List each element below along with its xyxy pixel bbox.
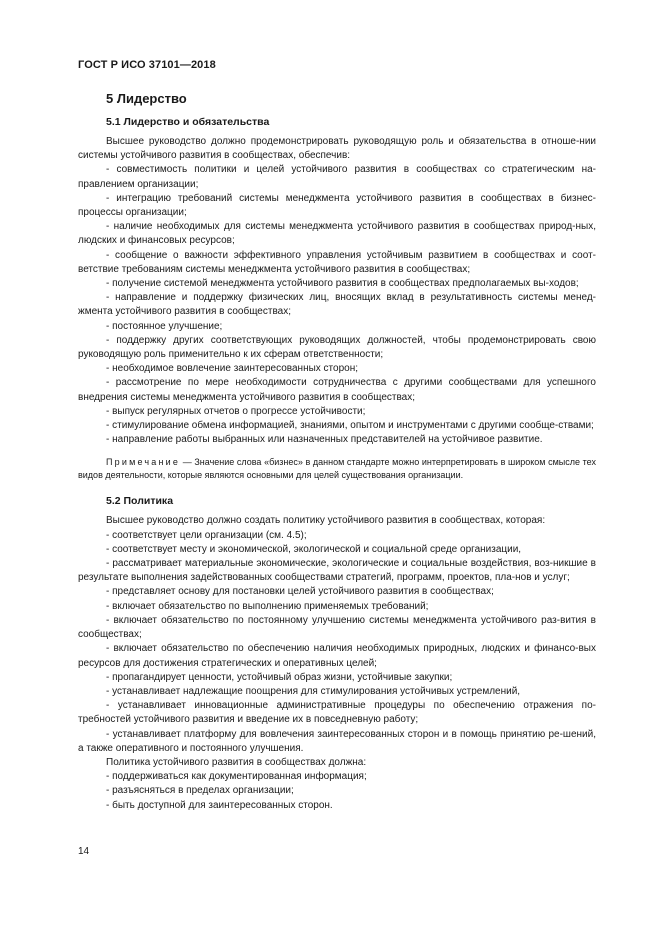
list-item: - поддерживаться как документированная информация;	[106, 771, 367, 783]
list-item: - соответствует месту и экономической, экологической и социальной среде организации,	[106, 543, 522, 555]
list-item: - соответствует цели организации (см. 4.5);	[106, 529, 307, 541]
list-item: - включает обязательство по обеспечению наличия необходимых природных, людских и финансо-вых ресурсов для достижения стратегических и оперативных целей;	[78, 643, 596, 669]
policy-intro: Политика устойчивого развития в сообществах должна:	[106, 756, 367, 768]
list-item: - совместимость политики и целей устойчивого развития в сообществах со стратегическим на-правлением организации;	[78, 164, 596, 190]
list-item: - включает обязательство по постоянному улучшению системы менеджмента устойчивого раз-вития в сообществах;	[78, 614, 596, 641]
page-content	[78, 89, 596, 813]
list-item: - получение системой менеджмента устойчивого развития в сообществах предполагаемых вы-ходов;	[106, 278, 579, 290]
list-item: - поддержку других соответствующих руководящих должностей, чтобы продемонстрировать свою руководящую роль применительно к их сферам ответственности;	[78, 334, 596, 361]
page-number: 14	[78, 846, 90, 857]
standard-header: ГОСТ Р ИСО 37101—2018	[78, 59, 216, 71]
list-item: - наличие необходимых для системы менеджмента устойчивого развития в сообществах природ-ных, людских и финансовых ресурсов;	[78, 221, 596, 247]
list-item: - сообщение о важности эффективного управления устойчивым развитием в сообществах и соот-ветствие требованиям системы менеджмента устойчивого развития в сообществах;	[78, 249, 596, 275]
list-item: - представляет основу для постановки целей устойчивого развития в сообществах;	[106, 586, 494, 598]
section-5-1-title: 5.1 Лидерство и обязательства	[106, 116, 270, 128]
section-5-title: 5 Лидерство	[106, 91, 187, 106]
note-text: — Значение слова «бизнес» в данном стандарте можно интерпретировать в широком смысле тех видов деятельности, которые являются основными для целей существования организации.	[78, 457, 596, 481]
list-item: - интеграцию требований системы менеджмента устойчивого развития в сообществах в бизнес-процессы организации;	[78, 192, 596, 219]
note	[78, 456, 596, 482]
list-item: - устанавливает инновационные административные процедуры по обеспечению отражения по-требностей устойчивого развития и введение их в повседневную работу;	[78, 700, 596, 726]
list-item: - включает обязательство по выполнению применяемых требований;	[106, 600, 429, 612]
list-item: - выпуск регулярных отчетов о прогрессе устойчивости;	[106, 405, 366, 417]
list-item: - быть доступной для заинтересованных сторон.	[106, 799, 333, 811]
list-item: - устанавливает платформу для вовлечения заинтересованных сторон и в помощь принятию ре-шений, а также оперативного и постоянного улучшения.	[78, 728, 596, 754]
note-label: Примечание	[106, 457, 181, 468]
list-item: - устанавливает надлежащие поощрения для стимулирования устойчивых устремлений,	[106, 685, 521, 697]
list-item: - направление работы выбранных или назначенных представителей на устойчивое развитие.	[106, 434, 543, 446]
list-item: - стимулирование обмена информацией, знаниями, опытом и инструментами с другими сообще-ствами;	[106, 420, 594, 432]
list-item: - разъясняться в пределах организации;	[106, 785, 294, 797]
section-5-2-title: 5.2 Политика	[106, 495, 174, 508]
list-item: - рассмотрение по мере необходимости сотрудничества с другими сообществами для успешного внедрения системы менеджмента устойчивого развития в сообществах;	[78, 377, 596, 403]
section-5-1-intro: Высшее руководство должно продемонстрировать руководящую роль и обязательства в отноше-нии системы устойчивого развития в сообществах, обеспечив:	[78, 136, 596, 162]
list-item: - рассматривает материальные экономические, экологические и социальные воздействия, воз-никшие в результате выполнения задействованных сообществами стратегий, программ, проектов, пла-нов и услуг;	[78, 558, 596, 584]
list-item: - необходимое вовлечение заинтересованных сторон;	[106, 363, 359, 375]
list-item: - пропагандирует ценности, устойчивый образ жизни, устойчивые закупки;	[106, 671, 453, 683]
list-item: - направление и поддержку физических лиц, вносящих вклад в результативность системы менед-жмента устойчивого развития в сообществах;	[78, 292, 596, 318]
section-5-2-intro: Высшее руководство должно создать политику устойчивого развития в сообществах, которая:	[106, 515, 546, 527]
list-item: - постоянное улучшение;	[106, 320, 223, 332]
